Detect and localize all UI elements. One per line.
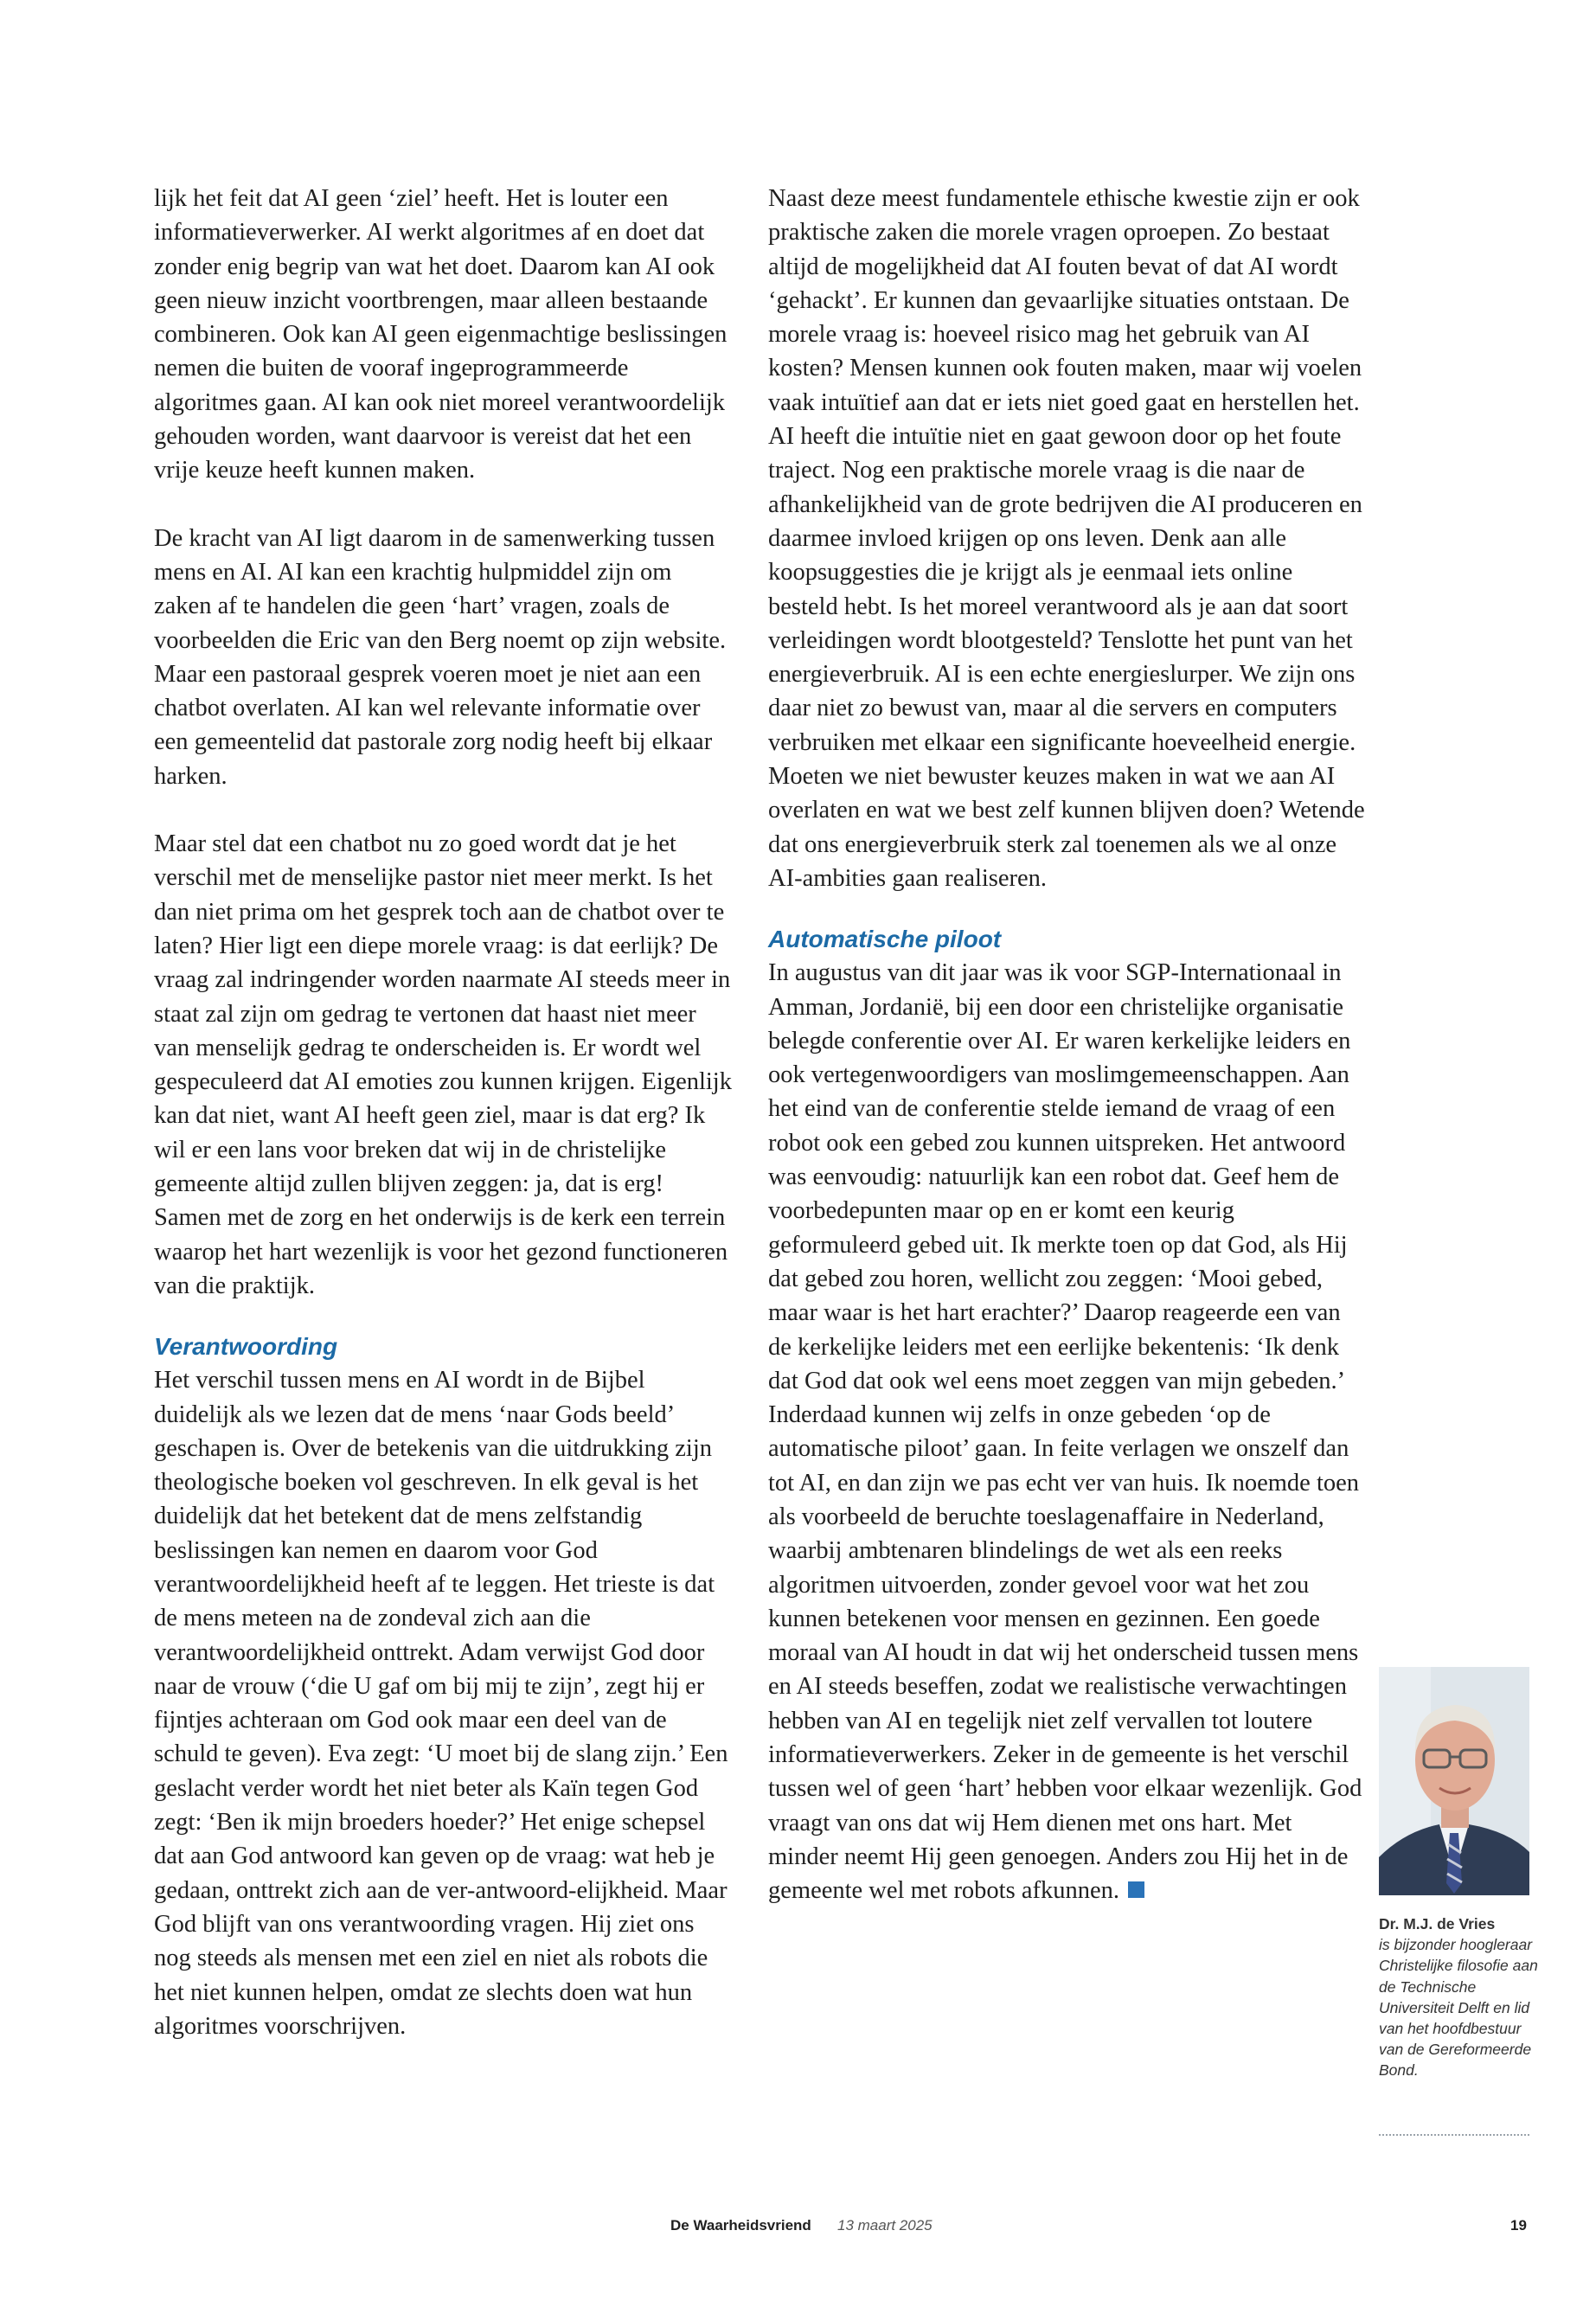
right-paragraph-1: Naast deze meest fundamentele ethische kwestie zijn er ook praktische zaken die morele vragen oproepen. Zo bestaat altijd de mogelijkheid dat AI fouten bevat of dat AI wordt ‘gehackt’. Er kunnen dan gevaarlijke situaties ontstaan. De morele vraag is: hoeveel risico mag het gebruik van AI kosten? Mensen kunnen ook fouten maken, maar wij voelen vaak intuïtief aan dat er iets niet goed gaat en herstellen het. AI heeft die intuïtie niet en gaat gewoon door op het foute traject. Nog een praktische morele vraag is die naar de afhankelijkheid van de grote bedrijven die AI produceren en daarmee invloed krijgen op ons leven. Denk aan alle koopsuggesties die je krijgt als je eenmaal iets online besteld hebt. Is het moreel verantwoord als je aan dat soort verleidingen wordt blootgesteld? Tenslotte het punt van het energieverbruik. AI is een echte energieslurper. We zijn ons daar niet zo bewust van, maar al die servers en computers verbruiken met elkaar een significante hoeveelheid energie. Moeten we niet bewuster keuzes maken in wat we aan AI overlaten en wat we best zelf kunnen blijven doen? Wetende dat ons energieverbruik sterk zal toenemen als we al onze AI-ambities gaan realiseren.	[768, 185, 1365, 892]
left-column	[154, 182, 734, 2043]
author-caption	[1379, 1913, 1543, 2081]
right-column	[768, 182, 1365, 1908]
left-paragraph-1: lijk het feit dat AI geen ‘ziel’ heeft. Het is louter een informatieverwerker. AI werkt algoritmes af en doet dat zonder enig begrip van wat het doet. Daarom kan AI ook geen nieuw inzicht voortbrengen, maar alleen bestaande combineren. Ook kan AI geen eigenmachtige beslissingen nemen die buiten de vooraf ingeprogrammeerde algoritmes gaan. AI kan ook niet moreel verantwoordelijk gehouden worden, want daarvoor is vereist dat het een vrije keuze heeft kunnen maken.	[154, 185, 727, 484]
heading-automatische-piloot: Automatische piloot	[768, 926, 1002, 953]
right-paragraph-2	[768, 956, 1365, 1907]
page-number: 19	[1510, 2217, 1527, 2234]
end-of-article-mark	[1128, 1881, 1144, 1898]
author-photo	[1379, 1667, 1529, 1895]
right-paragraph-2-text: In augustus van dit jaar was ik voor SGP-Internationaal in Amman, Jordanië, bij een door een christelijke organisatie belegde conferentie over AI. Er waren kerkelijke leiders en ook vertegenwoordigers van moslimgemeenschappen. Aan het eind van de conferentie stelde iemand de vraag of een robot ook een gebed zou kunnen uitspreken. Het antwoord was eenvoudig: natuurlijk kan een robot dat. Geef hem de voorbedepunten maar op en er komt een keurig geformuleerd gebed uit. Ik merkte toen op dat God, als Hij dat gebed zou horen, wellicht zou zeggen: ‘Mooi gebed, maar waar is het hart erachter?’ Daarop reageerde een van de kerkelijke leiders met een eerlijke bekentenis: ‘Ik denk dat God dat ook wel eens moet zeggen van mijn gebeden.’ Inderdaad kunnen wij zelfs in onze gebeden ‘op de automatische piloot’ gaan. In feite verlagen we onszelf dan tot AI, en dan zijn we pas echt ver van huis. Ik noemde toen als voorbeeld de beruchte toeslagenaffaire in Nederland, waarbij ambtenaren blindelings de wet als een reeks algoritmen uitvoerden, zonder gevoel voor wat het zou kunnen betekenen voor mensen en gezinnen. Een goede moraal van AI houdt in dat wij het onderscheid tussen mens en AI steeds beseffen, zodat we realistische verwachtingen hebben van AI en tegelijk niet zelf vervallen tot loutere informatieverwerkers. Zeker in de gemeente is het verschil tussen wel of geen ‘hart’ hebben voor elkaar wezenlijk. God vraagt van ons dat wij Hem dienen met ons hart. Met minder neemt Hij geen genoegen. Anders zou Hij het in de gemeente wel met robots afkunnen.	[768, 959, 1362, 1905]
caption-divider	[1379, 2134, 1529, 2136]
footer-publication: De Waarheidsvriend	[670, 2217, 811, 2234]
left-paragraph-4: Het verschil tussen mens en AI wordt in de Bijbel duidelijk als we lezen dat de mens ‘naar Gods beeld’ geschapen is. Over de betekenis van die uitdrukking zijn theologische boeken vol geschreven. In elk geval is het duidelijk dat het betekent dat de mens zelfstandig beslissingen kan nemen en daarom voor God verantwoordelijkheid heeft af te leggen. Het trieste is dat de mens meteen na de zondeval zich aan die verantwoordelijkheid onttrekt. Adam verwijst God door naar de vrouw (‘die U gaf om bij mij te zijn’, zegt hij er fijntjes achteraan om God ook maar een deel van de schuld te geven). Eva zegt: ‘U moet bij de slang zijn.’ Een geslacht verder wordt het niet beter als Kaïn tegen God zegt: ‘Ben ik mijn broeders hoeder?’ Het enige schepsel dat aan God antwoord kan geven op de vraag: wat heb je gedaan, onttrekt zich aan de ver-antwoord-elijkheid. Maar God blijft van ons verantwoording vragen. Hij ziet ons nog steeds als mensen met een ziel en niet als robots die het niet kunnen helpen, omdat ze slechts doen wat hun algoritmes voorschrijven.	[154, 1367, 728, 2040]
heading-verantwoording: Verantwoording	[154, 1333, 338, 1361]
author-portrait-illustration	[1379, 1667, 1529, 1895]
footer-date: 13 maart 2025	[837, 2217, 933, 2234]
left-paragraph-3: Maar stel dat een chatbot nu zo goed wordt dat je het verschil met de menselijke pastor niet meer merkt. Is het dan niet prima om het gesprek toch aan de chatbot over te laten? Hier ligt een diepe morele vraag: is dat eerlijk? De vraag zal indringender worden naarmate AI steeds meer in staat zal zijn om gedrag te vertonen dat haast niet meer van menselijk gedrag te onderscheiden is. Er wordt wel gespeculeerd dat AI emoties zou kunnen krijgen. Eigenlijk kan dat niet, want AI heeft geen ziel, maar is dat erg? Ik wil er een lans voor breken dat wij in de christelijke gemeente altijd zullen blijven zeggen: ja, dat is erg! Samen met de zorg en het onderwijs is de kerk een terrein waarop het hart wezenlijk is voor het gezond functioneren van die praktijk.	[154, 830, 732, 1299]
author-bio: is bijzonder hoogleraar Christelijke filosofie aan de Technische Universiteit Delft en lid van het hoofdbestuur van de Gereformeerde Bond.	[1379, 1936, 1538, 2080]
left-paragraph-2: De kracht van AI ligt daarom in de samenwerking tussen mens en AI. AI kan een krachtig hulpmiddel zijn om zaken af te handelen die geen ‘hart’ vragen, zoals de voorbeelden die Eric van den Berg noemt op zijn website. Maar een pastoraal gesprek voeren moet je niet aan een chatbot overlaten. AI kan wel relevante informatie over een gemeentelid dat pastorale zorg nodig heeft bij elkaar harken.	[154, 524, 727, 790]
author-name: Dr. M.J. de Vries	[1379, 1915, 1496, 1932]
